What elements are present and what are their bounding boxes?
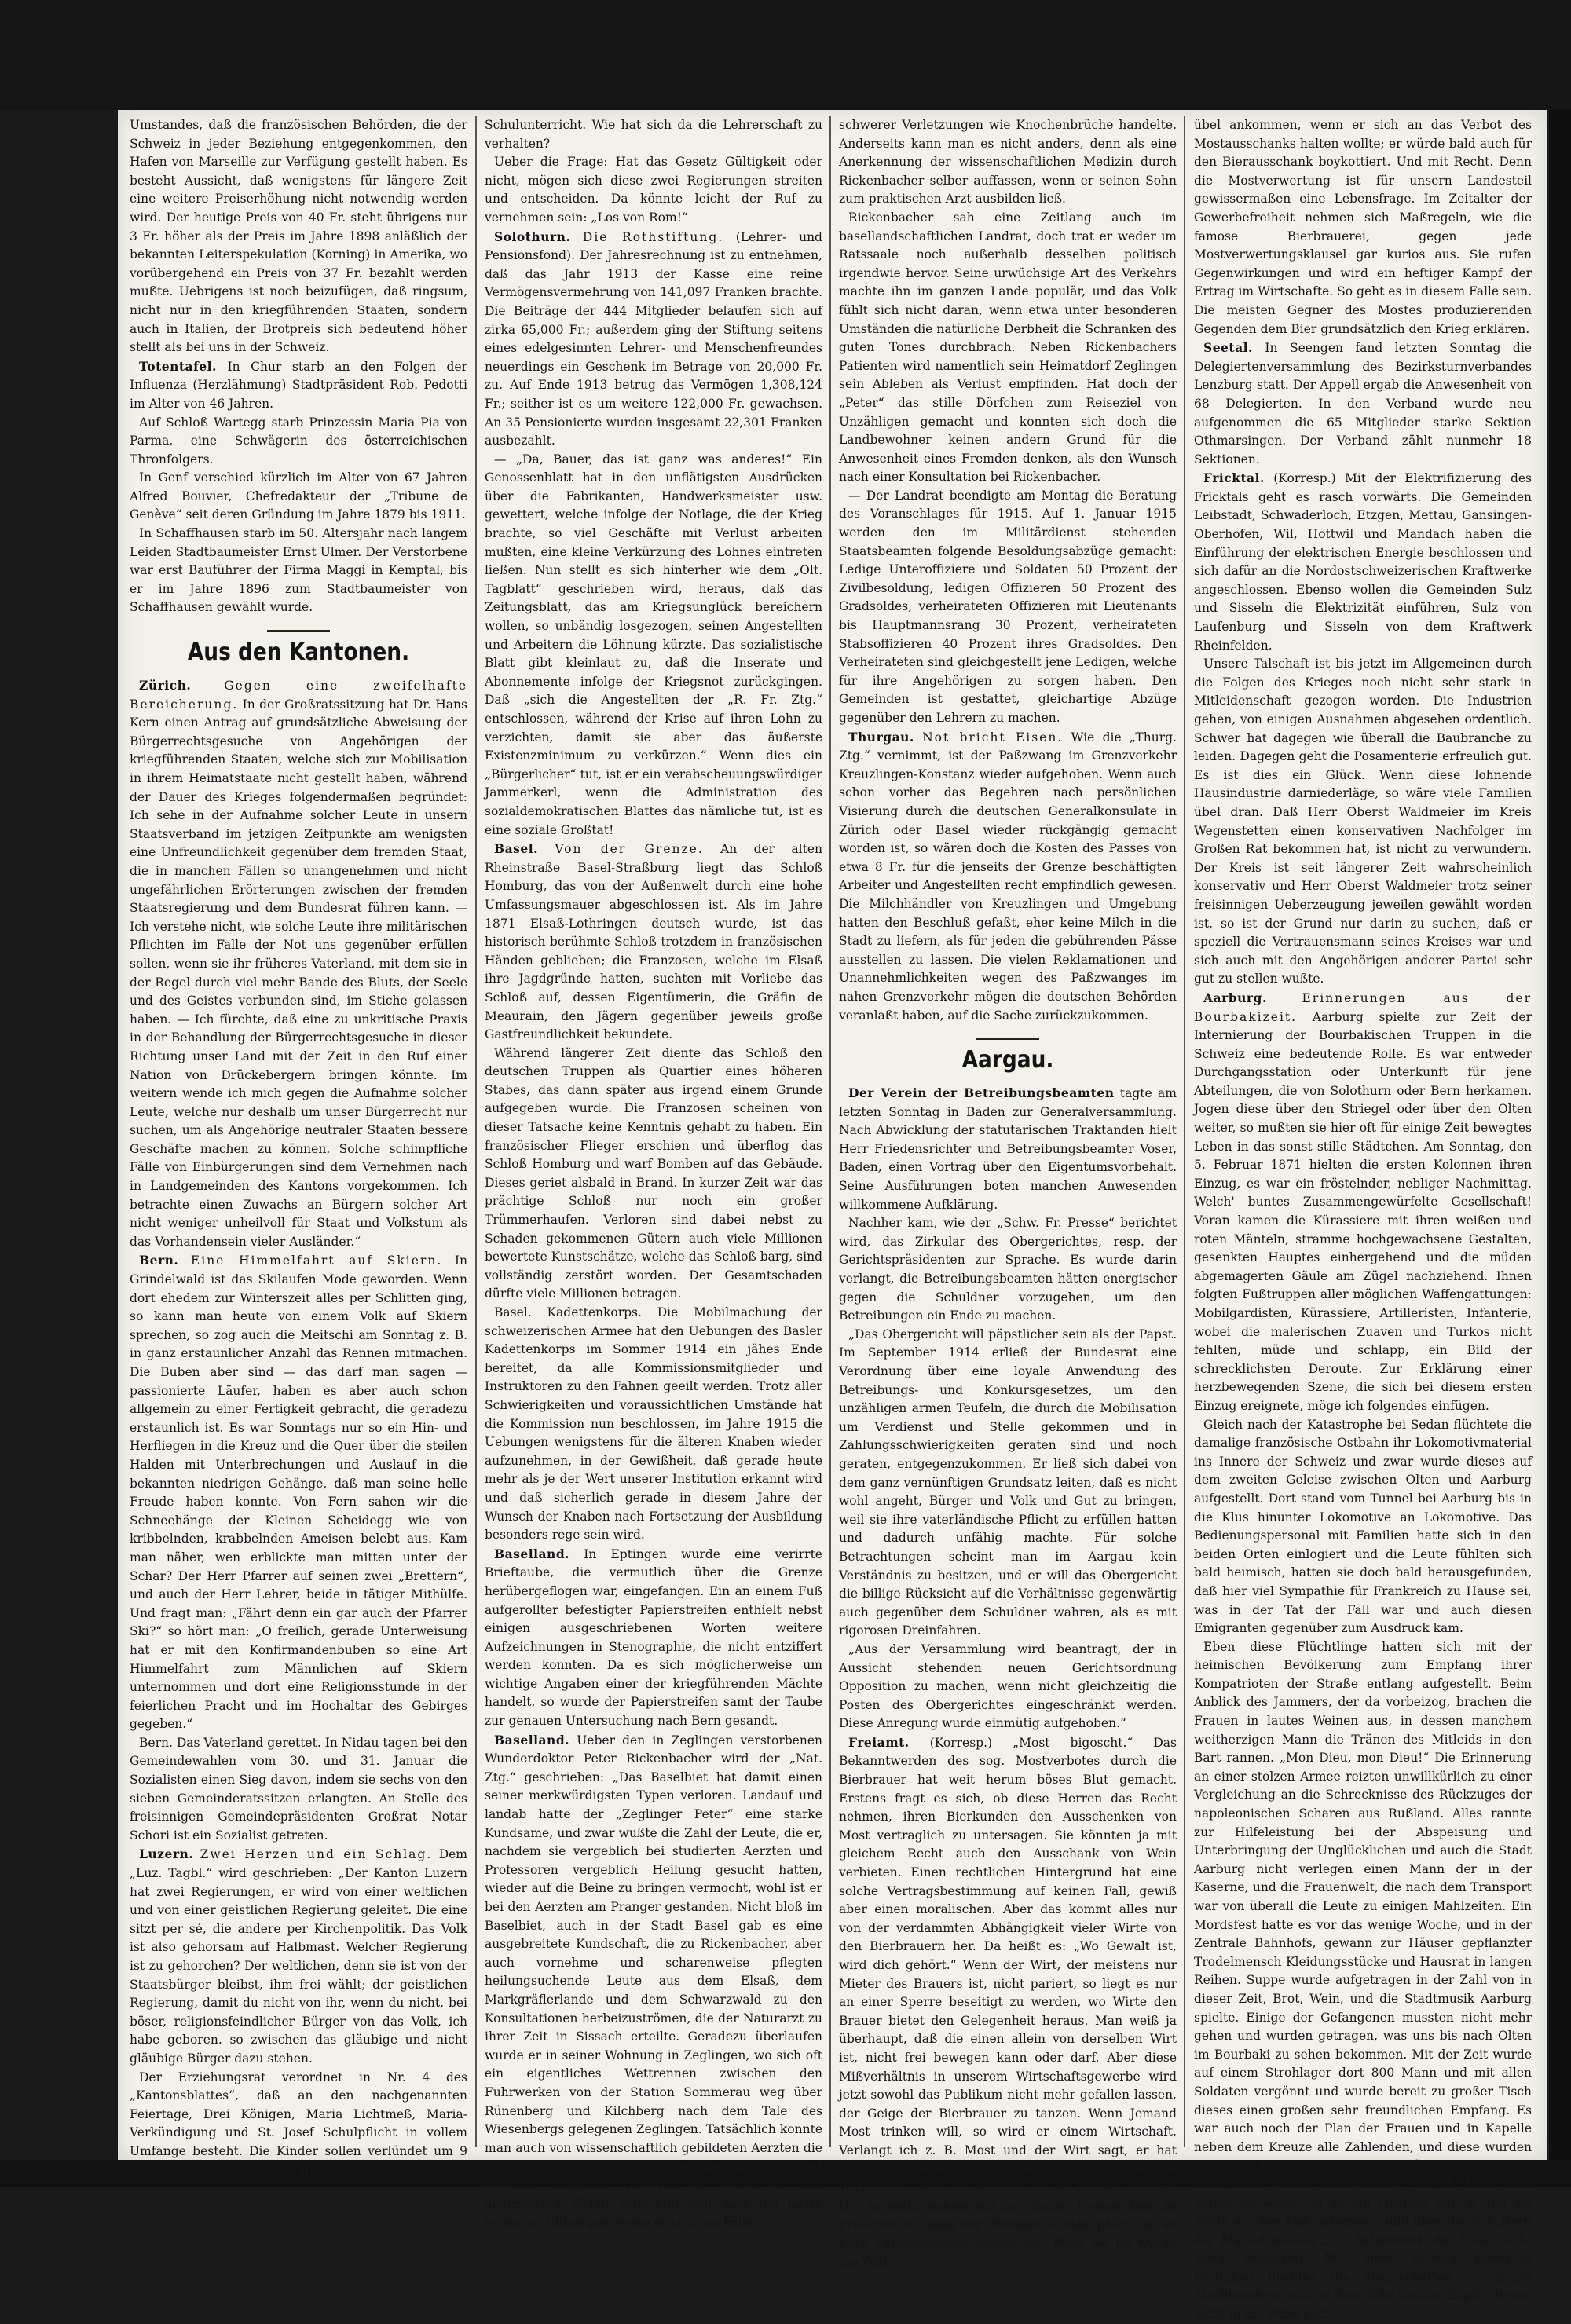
article-text: (Korresp.) „Most bigoscht.“ Das Bekanntwerden des sog. Mostverbotes durch die Bierbrauer hat weit herum böses Blut gemacht. Erstens fragt es sich, ob diese Herren das Recht nehmen, ihren Bierkunden den Ausschenken von Most vertraglich zu untersagen. Sie könnten ja mit gleichem Recht auch den Ausschank von Wein verbieten. Einen rechtlichen Hintergrund hat eine solche Vertragsbestimmung auf keinen Fall, gewiß aber einen moralischen. Aber das kommt alles nur von der verdammten Abhängigkeit vieler Wirte von den Bierbrauern her. Da heißt es: „Wo Gewalt ist, wird dich gehört.“ Wenn der Wirt, der meistens nur Mieter des Brauers ist, nicht pariert, so liegt es nur an einer Sperre beseitigt zu werden, wo Wirte den Brauer bietet den Gelegenheit heraus. Man weiß ja überhaupt, daß die einen allein von derselben Wirt ist, nicht frei bewegen kann oder darf. Aber diese Mißverhältnis in unserem Wirtschaftsgewerbe wird jetzt sowohl das Publikum nicht mehr gefallen lassen, der Geige der Bierbrauer zu tanzen. Wenn Jemand Most trinken will, so wird er einem Wirtschaft, Verlangt ich z. B. Most und der Wirt sagt, er hat keinen, so gehe ich auch über das in eine andere Wirtschaft, denn an solchen hat es keinen Mangel. Um so mehr nehme ich zur Sache, Gerade hier im Freiamte, wo man der Obstbau so sehr pflegt, ist es auch Landesprodukt gemäß mit Wein. So ist würde ein Wirt (839, 1735, 1177, 2269)
article-text: Aarburg spielte zur Zeit der Internierung der Bourbakischen Truppen in die Schweiz eine bedeutende Rolle. Es war entweder Durchgangsstation oder Unterkunft für jene Abteilungen, die von Solothurn oder Bern herkamen. Jogen diese über den Striegel oder über den Olten weiter, so mußten sie hier oft für einige Zeit bewegtes Leben in das sonst stille Städtchen. Am Sonntag, den 5. Februar 1871 hielten die ersten Kolonnen ihren Einzug, es war ein fröstelnder, nebliger Nachmittag. Welch' buntes Zusammengewürfelte Gesellschaft! Voran kamen die Kürassiere mit ihren weißen und roten Mänteln, stramme hochgewachsene Gestalten, gesenkten Hauptes einhergehend und die müden abgemagerten Gäule am Zügel nachziehend. Ihnen folgten Fußtruppen aller möglichen Waffengattungen: Mobilgardisten, Kürassiere, Artilleristen, Infanterie, wobei die malerischen Zuaven und Turkos nicht fehlten, müde und schlapp, ein Bild der schrecklichsten Deroute. Zur Erklärung einer herzbewegenden Szene, die sich bei diesem ersten Einzug ereignete, möge ich folgendes einfügen. (1194, 1009, 1532, 1413)
article-heading: Totentafel. (139, 358, 217, 374)
article-text: schwerer Verletzungen wie Knochenbrüche handelte. Anderseits kann man es nicht anders, denn als eine Anerkennung der wissenschaftlichen Medizin durch Rickenbacher selber auffassen, wenn er seinen Sohn zum praktischen Arzt ausbilden ließ. (839, 118, 1177, 207)
article-text: Umstandes, daß die französischen Behörden, die der Schweiz in jeder Beziehung entgegenkommen, den Hafen von Marseille zur Verfügung gestellt haben. Es besteht Aussicht, daß wenigstens für längere Zeit eine weitere Preiserhöhung nicht notwendig werden wird. Der heutige Preis von 40 Fr. steht übrigens nur 3 Fr. höher als der Preis im Jahre 1898 anläßlich der bekannten Leiterspekulation (Korning) in Amerika, wo vorübergehend ein Preis von 37 Fr. bezahlt werden mußte. Uebrigens ist noch beizufügen, daß ringsum, nicht nur in den kriegführenden Staaten, sondern auch in Italien, der Brotpreis sich bedeutend höher stellt als bei uns in der Schweiz. (130, 118, 467, 355)
article-text: Eben diese Flüchtlinge hatten sich mit der heimischen Bevölkerung zum Empfang ihrer Kompatrioten der Straße entlang aufgestellt. Beim Anblick des Jammers, der da vorbeizog, brachen die Frauen in lautes Weinen aus, in dessen manchem weitherzigen Mann die Tränen des Mitleids in den Bart rannen. „Mon Dieu, mon Dieu!“ Die Erinnerung an einer stolzen Armee reizten unwillkürlich zu einer Vergleichung an die Schrecknisse des Rückzuges der napoleonischen Scharen aus Rußland. Alles rannte zur Hilfeleistung bei der Abspeisung und Unterbringung der Unglücklichen und auch die Stadt Aarburg nicht verlegen einen Mann der in der Kaserne, und die Frauenwelt, die nach dem Transport war von überall die Leute zu einigen Mahlzeiten. Ein Mordsfest hatte es vor das wenige Woche, und in der Zentrale Bahnhofs, gewann zur Häuser gepflanzter Trodelmensch Kleidungsstücke und Hausrat in langen Reihen. Suppe wurde aufgetragen in der Zahl von in dieser Zeit, Brot, Wein, und die Stadtmusik Aarburg spielte. Einige der Gefangenen mussten nicht mehr gehen und wurden getragen, was uns bis nach Olten im Bourbaki zu sehen bekommen. Mit der Zeit wurde auf einem Strohlager dort 800 Mann und mit allen Soldaten vergönnt und wurde bereit zu großer Tisch dieses einen großen sehr freundlichen Empfang. Es war auch noch der Plan der Frauen und in Kapelle neben dem Kreuze alle Zahlenden, und diese wurden auch in Gruppen aus dem Städtchen Soldaten schließlich wieder zum Abzug geführt. Und dann hatten sie wieder in weiten Flächen, barfuß und die Sohle auf den Fuß gebunden, und über die Schultern die Mäntel gehängt, in Schuhwerk die Füße nicht mehr bedecken. Mit einer bewundernswerten Fertigkeit flochten die Mannschaften in langen Strohbändern, und an den Füße banden Zöpfe, die sie nicht in die Füße und (1194, 1639, 1532, 2322)
article-text (485, 840, 822, 1045)
article-text: Ueber den in Zeglingen verstorbenen Wunderdoktor Peter Rickenbacher wird der „Nat. Ztg.“ geschrieben: „Das Baselbiet hat damit einen seiner merkwürdigsten Typen verloren. Landauf und landab hatte der „Zeglinger Peter“ eine starke Kundsame, und zwar wußte die Zahl der Leute, die er, nachdem sie vergeblich bei studierten Aerzten und Professoren vergeblich Heilung gesucht hatten, wieder auf die Beine zu bringen vermocht, wohl ist er bei den Aerzten am Pranger gestanden. Nicht bloß im Baselbiet, auch in der Stadt Basel gab es eine ausgebreitete Kundschaft, die zu Rickenbacher, aber auch vornehme und scharenweise pflegten heilungsuchende Leute aus dem Elsaß, dem Markgräflerlande und dem Schwarzwald zu den Konsultationen herbeizuströmen, die der Naturarzt zu ihrer Zeit in Sissach erteilte. Geradezu überlaufen wurde er in seiner Wohnung in Zeglingen, wo sich oft ein eigentliches Wettrennen zwischen den Fuhrwerken von der Station Sommerau weg über Rünenberg und Kilchberg nach dem Tale des Wiesenbergs gelegenen Zeglingen. Tatsächlich konnte man auch von wissenschaftlich gebildeten Aerzten die Ansicht hören, daß Rickenbacher die Gabe einer fast sicheren Diagnose verfügte; er wußte in den allermeisten Fällen vorsichtig und wies die Leute selber an Chirurgen, wenn es sich um Fälle (485, 1733, 822, 2230)
article-text (839, 1733, 1177, 2271)
article-heading: Thurgau. (848, 729, 914, 745)
article-subheading: Von der Grenze. (555, 842, 704, 857)
article-text: In Grindelwald ist das Skilaufen Mode geworden. Wenn dort ehedem zur Winterszeit alles per Schlitten ging, so kann man heute von einem Volk auf Skiern sprechen, so zog auch die Meitschi am Sonntag z. B. in ganz erstaunlicher Anzahl das Rennen mitmachen. Die Buben aber sind — das darf man sagen — passionierte Läufer, haben es aber auch schon allgemein zu einer Fertigkeit gebracht, die geradezu erstaunlich ist. Es war Sonntags nur so ein Hin- und Herfliegen in die Kreuz und die Quer über die steilen Halden mit Unterbrechungen und Auslauf in die bekannten niedrigen Gehänge, daß man seine helle Freude haben konnte. Von Fern sahen wir die Schneehänge der Kleinen Scheidegg wie von kribbelnden, krabbelnden Ameisen belebt aus. Kam man näher, wen erblickte man mitten unter der Schar? Der Herr Pfarrer auf seinen zwei „Brettern“, und auch der Herr Lehrer, beide in tätiger Mithülfe. Und fragt man: „Fährt denn ein gar auch der Pfarrer Ski?“ so hört man: „O freilich, gerade Unterweisung hat er mit den Konfirmandenbuben so eine Art Himmelfahrt zum Männlichen auf Skiern unternommen und dort eine Religionsstunde in der feierlichen Pracht und im Hochaltar des Gebirges gegeben.“ (130, 1253, 467, 1732)
article-text: — Der Landrat beendigte am Montag die Beratung des Voranschlages für 1915. Auf 1. Januar 1915 werden den im Militärdienst stehenden Staatsbeamten folgende Besoldungsabzüge gemacht: Ledige Unteroffiziere und Soldaten 50 Prozent der Zivilbesoldung, ledigen Offizieren 50 Prozent des Gradsoldes, verheirateten Offizieren mit Lieutenants bis Hauptmannsrang 30 Prozent, verheirateten Stabsoffizieren 40 Prozent ihres Gradsoldes. Den Verheirateten sind gleichgestellt jene Ledigen, welche für ihre Angehörigen zu sorgen haben. Den Gemeinden ist gestattet, gleichartige Abzüge gegenüber den Lehrern zu machen. (839, 488, 1177, 725)
article-text: Basel. Kadettenkorps. Die Mobilmachung der schweizerischen Armee hat den Uebungen des Basler Kadettenkorps im Sommer 1914 ein jähes Ende bereitet, da alle Kommissionsmitglieder und Instruktoren zu den Fahnen geeilt werden. Trotz aller Schwierigkeiten und voraussichtlichen Umstände hat die Kommission nun beschlossen, im Jahre 1915 die Uebungen wenigstens für die älteren Knaben wieder aufzunehmen, in der Gewißheit, daß gerade heute mehr als je der Wert unserer Institution erkannt wird und daß sicherlich gerade in diesem Jahre der Wunsch der Knaben nach Fortsetzung der Ausbildung besonders rege sein wird. (485, 1305, 822, 1543)
article-text: Während längerer Zeit diente das Schloß den deutschen Truppen als Quartier eines höheren Stabes, das dann später aus irgend einem Grunde aufgegeben wurde. Die Franzosen scheinen von dieser Tatsache keine Kenntnis gehabt zu haben. Ein französischer Flieger erschien und überflog das Schloß Homburg und warf Bomben auf das Gebäude. Dieses geriet alsbald in Brand. In kurzer Zeit war das prächtige Schloß nur noch ein großer Trümmerhaufen. Verloren sind dabei nebst zu Schaden gekommenen Gütern auch viele Millionen bewertete Kunstschätze, welche das Schloß barg, sind vollständig zerstört worden. Der Gesamtschaden dürfte viele Millionen betragen. (485, 1045, 822, 1301)
article-heading: Luzern. (139, 1846, 194, 1862)
article-text (1194, 469, 1532, 655)
article-text: Wie die „Thurg. Ztg.“ vernimmt, ist der Paßzwang im Grenzverkehr Kreuzlingen-Konstanz wieder aufgehoben. Wenn auch schon vorher das Begehren nach persönlichen Visierung durch die deutschen Generalkonsulate in Zürich oder Basel wieder rückgängig gemacht worden ist, so wären doch die Kosten des Passes von etwa 8 Fr. für die jenseits der Grenze beschäftigten Arbeiter und Angestellten recht empfindlich gewesen. Die Milchhändler von Kreuzlingen und Umgebung hatten den Beschluß gefaßt, eher keine Milch in die Stadt zu liefern, als für jeden die gebührenden Pässe ausstellen zu lassen. Die vielen Reklamationen und Unannehmlichkeiten wegen des Paßzwanges im nahen Grenzverkehr mögen die deutschen Behörden veranlaßt haben, auf die Sache zurückzukommen. (839, 730, 1177, 1023)
article-subheading: Die Rothstiftung. (582, 229, 724, 244)
article-heading: Solothurn. (494, 229, 571, 244)
column-3 (839, 116, 1177, 2269)
article-text (130, 1845, 467, 2068)
article-heading: Freiamt. (848, 1734, 910, 1750)
section-divider (267, 630, 330, 632)
article-text: „Aus der Versammlung wird beantragt, der in Aussicht stehenden neuen Gerichtsordnung Opposition zu machen, wenn nicht gleichzeitig die Posten des Obergerichtes eingeschränkt werden. Diese Anregung wurde einmütig aufgehoben.“ (839, 1641, 1177, 1731)
article-text (485, 1731, 822, 2232)
article-subheading: Zwei Herzen und ein Schlag. (200, 1847, 433, 1862)
article-text (839, 728, 1177, 1026)
article-text: Auf Schloß Wartegg starb Prinzessin Maria Pia von Parma, eine Schwägerin des österreichischen Thronfolgers. (130, 415, 467, 467)
article-text: tagte am letzten Sonntag in Baden zur Generalversammlung. Nach Abwicklung der statutarischen Traktanden hielt Herr Friedensrichter und Betreibungsbeamter Voser, Baden, einen Vortrag über den Eigentumsvorbehalt. Seine Ausführungen boten manchen Anwesenden willkommene Aufklärung. (839, 1086, 1177, 1212)
article-text (839, 1084, 1177, 1214)
article-heading: Aarburg. (1203, 990, 1267, 1005)
article-text: Gleich nach der Katastrophe bei Sedan flüchtete die damalige französische Ostbahn ihr Lokomotivmaterial ins Innere der Schweiz und zwar wurde dieses auf dem zweiten Geleise zwischen Olten und Aarburg aufgestellt. Dort stand vom Tunnel bei Aarburg bis in die Klus hinunter Lokomotive an Lokomotive. Das Bedienungspersonal mit Familien hatte sich in den beiden Orten einlogiert und die Leute fühlten sich bald heimisch, hatten sie doch bald herausgefunden, daß hier viel Sympathie für Frankreich zu Hause sei, was in der Tat der Fall war und auch diesen Emigranten gegenüber zum Ausdruck kam. (1194, 1417, 1532, 1636)
article-text: Nachher kam, wie der „Schw. Fr. Presse“ berichtet wird, das Zirkular des Obergerichtes, resp. der Gerichtspräsidenten zur Sprache. Es wurde darin verlangt, die Betreibungsbeamten hätten energischer gegen die Schuldner vorzugehen, um den Betreibungen ein Ende zu machen. (839, 1216, 1177, 1323)
column-rule (829, 116, 831, 2147)
article-text (130, 357, 467, 414)
article-text: Rickenbacher sah eine Zeitlang auch im basellandschaftlichen Landrat, doch trat er weder im Ratssaale noch außerhalb desselben politisch irgendwie hervor. Seine urwüchsige Art des Verkehrs machte ihn im ganzen Lande populär, und das Volk fühlt sich nicht daran, wenn etwa unter besonderen Umständen die natürliche Derbheit die Schranken des guten Tones durchbrach. Neben Rickenbachers Patienten wird namentlich sein Heimatdorf Zeglingen sein Ableben als Verlust empfinden. Hat doch der „Peter“ das stille Dörfchen zum Reiseziel von Unzähligen gemacht und konnten sich doch die Landbewohner keinen andern Grund für die Anwesenheit eines Fremden denken, als den Wunsch nach einer Konsultation bei Rickenbacher. (839, 210, 1177, 485)
article-heading: Seetal. (1203, 340, 1253, 356)
article-subheading: Not bricht Eisen. (922, 730, 1064, 745)
article-text: In Seengen fand letzten Sonntag die Delegiertenversammlung des Bezirksturnverbandes Lenzburg statt. Der Appell ergab die Anwesenheit von 68 Delegierten. In den Verband wurde neu aufgenommen die 65 Mitglieder starke Sektion Othmarsingen. Der Verband zählt nunmehr 18 Sektionen. (1194, 341, 1532, 467)
article-text: In Schaffhausen starb im 50. Altersjahr nach langem Leiden Stadtbaumeister Ernst Ulmer. Der Verstorbene war erst Bauführer der Firma Maggi in Kemptal, bis er im Jahre 1896 zum Stadtbaumeister von Schaffhausen gewählt wurde. (130, 526, 467, 615)
article-subheading: Eine Himmelfahrt auf Skiern. (190, 1253, 443, 1268)
article-subheading: Gegen eine zweifelhafte Bereicherung. (130, 679, 467, 712)
article-heading: Baselland. (494, 1546, 570, 1561)
article-text: In Chur starb an den Folgen der Influenza (Herzlähmung) Stadtpräsident Rob. Pedotti im Alter von 46 Jahren. (130, 359, 467, 411)
article-text: An der alten Rheinstraße Basel-Straßburg liegt das Schloß Homburg, das von der Außenwelt durch eine hohe Umfassungsmauer abgeschlossen ist. Als im Jahre 1871 Elsaß-Lothringen deutsch wurde, ist das historisch berühmte Schloß trotzdem in französischen Händen geblieben; die Franzosen, welche im Elsaß ihre Jagdgründe hatten, suchten mit Vorliebe das Schloß auf, dessen Eigentümerin, die Gräfin de Meaurain, den Jägern gegenüber jeweils große Gastfreundlichkeit bekundete. (485, 842, 822, 1042)
article-text: „Das Obergericht will päpstlicher sein als der Papst. Im September 1914 erließ der Bundesrat eine Verordnung über eine loyale Anwendung des Betreibungs- und Konkursgesetzes, um den unzähligen armen Teufeln, die durch die Mobilisation um Verdienst und Stelle gekommen und in Zahlungsschwierigkeiten geraten sind und noch geraten, entgegenzukommen. Er ließ sich dabei von dem ganz vernünftigen Grundsatz leiten, daß es nicht wohl angeht, Bürger und Volk und Gut zu bringen, weil sie ihre vaterländische Pflicht zu erfüllen hatten und dadurch unfähig machte. Für solche Betrachtungen scheint man im Aargau kein Verständnis zu besitzen, und er will das Obergericht die billige Rücksicht auf die Verhältnisse gegenwärtig auch gegenüber dem Schuldner wahren, als es mit rigorosen Dreinfahren. (839, 1327, 1177, 1638)
article-heading: Der Verein der Betreibungsbeamten (848, 1085, 1115, 1101)
scan-border-top (0, 0, 1571, 110)
article-text (485, 1545, 822, 1731)
article-text (130, 1251, 467, 1733)
article-text: Unsere Talschaft ist bis jetzt im Allgemeinen durch die Folgen des Krieges noch nicht sehr stark in Mitleidenschaft gezogen worden. Die Industrien gehen, von einigen Ausnahmen abgesehen ordentlich. Schwer hat dagegen wie überall die Baubranche zu leiden. Dagegen geht die Posamenterie erfreulich gut. Es ist dies ein Glück. Wenn diese lohnende Hausindustrie darniederläge, so wäre viele Familien übel dran. Daß Herr Oberst Waldmeier im Kreis Wegenstetten einen konservativen Nachfolger im Großen Rat bekommen hat, ist nicht zu verwundern. Der Kreis ist seit längerer Zeit wahrscheinlich konservativ und Herr Oberst Waldmeier trotz seiner freisinnigen Ueberzeugung jeweilen gewählt worden ist, so ist der Grund nur darin zu suchen, daß er speziell die Vertrauensmann seines Kreises war und sich auch mit den Angehörigen anderer Partei sehr gut zu stellen wußte. (1194, 657, 1532, 986)
article-subheading: Erinnerungen aus der Bourbakizeit. (1194, 990, 1532, 1024)
section-title: Aus den Kantonen. (187, 639, 410, 667)
article-heading: Fricktal. (1203, 470, 1265, 486)
section-title-aargau: Aargau. (961, 1046, 1054, 1074)
article-text: Ueber die Frage: Hat das Gesetz Gültigkeit oder nicht, mögen sich diese zwei Regierungen streiten und entscheiden. Da könnte leicht der Ruf zu vernehmen sein: „Los von Rom!“ (485, 155, 822, 225)
article-text: Bern. Das Vaterland gerettet. In Nidau tagen bei den Gemeindewahlen vom 30. und 31. Januar die Sozialisten einen Sieg davon, indem sie sechs von den sieben Gemeinderatssitzen erlangten. An Stelle des freisinnigen Gemeindepräsidenten Großrat Notar Schori ist ein Sozialist getreten. (130, 1735, 467, 1843)
article-heading: Bern. (139, 1253, 179, 1268)
article-text (130, 676, 467, 1251)
article-text: (Korresp.) Mit der Elektrifizierung des Fricktals geht es rasch vorwärts. Die Gemeinden Leibstadt, Schwaderloch, Etzgen, Mettau, Gansingen-Oberhofen, Wil, Hottwil und Mandach haben die Einführung der elektrischen Energie beschlossen und sich dafür an die Nordostschweizerischen Kraftwerke angeschlossen. Ebenso wollen die Gemeinden Sulz und Sisseln die Elektrizität einführen, Sulz von Laufenburg und Sisseln von dem Kraftwerk Rheinfelden. (1194, 471, 1532, 653)
article-text (1194, 339, 1532, 469)
article-heading: Basel. (494, 841, 539, 857)
article-text (1194, 989, 1532, 1416)
article-heading: Zürich. (139, 678, 192, 694)
column-rule (1184, 116, 1185, 2147)
article-text: Der Erziehungsrat verordnet in Nr. 4 des „Kantonsblattes“, daß an den nachgenannten Feiertage, Drei Königen, Maria Lichtmeß, Maria-Verkündigung und St. Josef Schulpflicht in vollem Umfange besteht. Die Kinder sollen verlündet um 9 Uhr Gottesdienst, nachmittags (130, 2070, 467, 2177)
article-heading: Baselland. (494, 1732, 570, 1748)
article-text: übel ankommen, wenn er sich an das Verbot des Mostausschanks halten wollte; er würde bald auch für den Bierausschank boykottiert. Und mit Recht. Denn die Mostverwertung ist für unsern Landesteil gewissermaßen eine Lebensfrage. Im Zeitalter der Gewerbefreiheit nehmen sich Maßregeln, wie die famose Bierbrauerei, gegen jede Mostverwertungsklausel gar kurios aus. Sie rufen Gegenwirkungen und wird ein heftiger Kampf der Ertrag im Wirtschafte. So geht es in diesem Falle sein. Die meisten Gegner des Mostes produzierenden Gegenden dem Bier grundsätzlich den Krieg erklären. (1194, 118, 1532, 336)
article-text: (Lehrer- und Pensionsfond). Der Jahresrechnung ist zu entnehmen, daß das Jahr 1913 der Kasse eine reine Vermögensvermehrung von 141,097 Franken brachte. Die Beiträge der 444 Mitglieder belaufen sich auf zirka 65,000 Fr.; außerdem ging der Stiftung seitens eines edelgesinnten Lehrer- und Menschenfreundes neuerdings ein Geschenk im Betrage von 20,000 Fr. zu. Auf Ende 1913 betrug das Vermögen 1,308,124 Fr.; seither ist es um weitere 122,000 Fr. gewachsen. An 35 Pensionierte wurden insgesamt 22,301 Franken ausbezahlt. (485, 229, 822, 448)
scan-border-right (1549, 110, 1571, 2187)
column-rule (475, 116, 477, 2147)
column-1 (130, 116, 467, 2177)
column-4 (1194, 116, 1532, 2322)
article-text (485, 228, 822, 451)
article-text: Schulunterricht. Wie hat sich da die Lehrerschaft zu verhalten? (485, 118, 822, 151)
article-text: Dem „Luz. Tagbl.“ wird geschrieben: „Der Kanton Luzern hat zwei Regierungen, er wird von einer weltlichen und von einer geistlichen Regierung geleitet. Die eine sitzt per sé, die andere per Kirchenpolitik. Das Volk ist also gehorsam auf Halbmast. Welcher Regierung ist zu gehorchen? Der weltlichen, denn sie ist von der Staatsbürger bleibst, ihm frei wählt; der geistlichen Regierung, damit du nicht von ihr, wenn du nicht, bei böser, religionsfeindlicher Bürger von das Volk, ich habe geboren. so zwischen das gläubige und nicht gläubige Bürger dazu stehen. (130, 1847, 467, 2066)
article-text: In Genf verschied kürzlich im Alter von 67 Jahren Alfred Bouvier, Chefredakteur der „Tribune de Genève“ seit deren Gründung im Jahre 1879 bis 1911. (130, 470, 467, 522)
column-2 (485, 116, 822, 2230)
section-divider (976, 1038, 1039, 1040)
article-text: In Eptingen wurde eine verirrte Brieftaube, die vermutlich über die Grenze herübergeflogen war, eingefangen. Ein an einem Fuß aufgerollter befestigter Papierstreifen enthielt nebst einigen ausgeschriebenen Worten weitere Aufzeichnungen in Stenographie, die nicht entziffert werden konnten. Da es sich möglicherweise um wichtige Angaben einer der kriegführenden Mächte handelt, so wurde der Papierstreifen samt der Taube zur genauen Untersuchung nach Bern gesandt. (485, 1546, 822, 1729)
newspaper-page (118, 110, 1547, 2322)
article-text: — „Da, Bauer, das ist ganz was anderes!“ Ein Genossenblatt hat in den unflätigsten Ausdrücken über die Fabrikanten, Handwerksmeister usw. gewettert, welche infolge der Notlage, die der Krieg brachte, so viel Geschäfte mit Verlust arbeiten mußten, eine kleine Verkürzung des Lohnes eintreten ließen. Nun stellt es sich hinterher wie dem „Olt. Tagblatt“ geschrieben wird, heraus, daß das Zeitungsblatt, das am Kriegsunglück bereichern wollen, so unbändig losgezogen, seinen Angestellten und Arbeitern die Löhnung kürzte. Das sozialistische Blatt gibt kleinlaut zu, daß die Inserate und Abonnemente infolge der Kriegsnot zurückgingen. Daß „sich die Angestellten der „R. Fr. Ztg.“ entschlossen, während der Krise auf ihren Lohn zu verzichten, damit sie aber das äußerste Existenzminimum zu verkürzen.“ Wenn dies ein „Bürgerlicher“ tut, ist er ein verabscheuungswürdiger Jammerkerl, wenn die Administration des sozialdemokratischen Blattes das nämliche tut, ist es eine soziale Großtat! (485, 452, 822, 837)
article-text: In der Großratssitzung hat Dr. Hans Kern einen Antrag auf grundsätzliche Abweisung der Bürgerrechtsgesuche von Angehörigen der kriegführenden Staaten, welche sich zur Mobilisation in ihrem Heimatstaate nicht gestellt haben, während der Dauer des Krieges folgendermaßen begründet: Ich sehe in der Aufnahme solcher Leute in unsern Staatsverband im jetzigen Zeitpunkte am wenigsten eine Unfreundlichkeit gegenüber dem fremden Staat, die in manchen Fällen so unangenehmen und nicht ungefährlichen Erörterungen zwischen der fremden Staatsregierung und dem Bundesrat führen kann. — Ich verstehe nicht, wie solche Leute ihre militärischen Pflichten im Falle der Not uns gegenüber erfüllen sollen, wenn sie ihr früheres Vaterland, mit dem sie in der Regel durch viel mehr Bande des Bluts, der Seele und des Geistes verbunden sind, im Stiche gelassen haben. — Ich fürchte, daß eine zu unkritische Praxis in der Behandlung der Bürgerrechtsgesuche in dieser Richtung unser Land mit der Zeit in den Ruf einer Nation von Drückebergern bringen könnte. Im weitern wende ich mich gegen die Aufnahme solcher Leute, welche nur deshalb um unser Bürgerrecht nur suchen, um als Angehörige neutraler Staaten bessere Geschäfte machen zu können. Solche schimpfliche Fälle von Einbürgerungen sind dem Vernehmen nach in Landgemeinden des Kantons vorgekommen. Ich betrachte einen Zuwachs an Bürgern solcher Art nicht weniger unheilvoll für Staat und Volkstum als das Vorhandensein vieler Ausländer.“ (130, 697, 467, 1249)
